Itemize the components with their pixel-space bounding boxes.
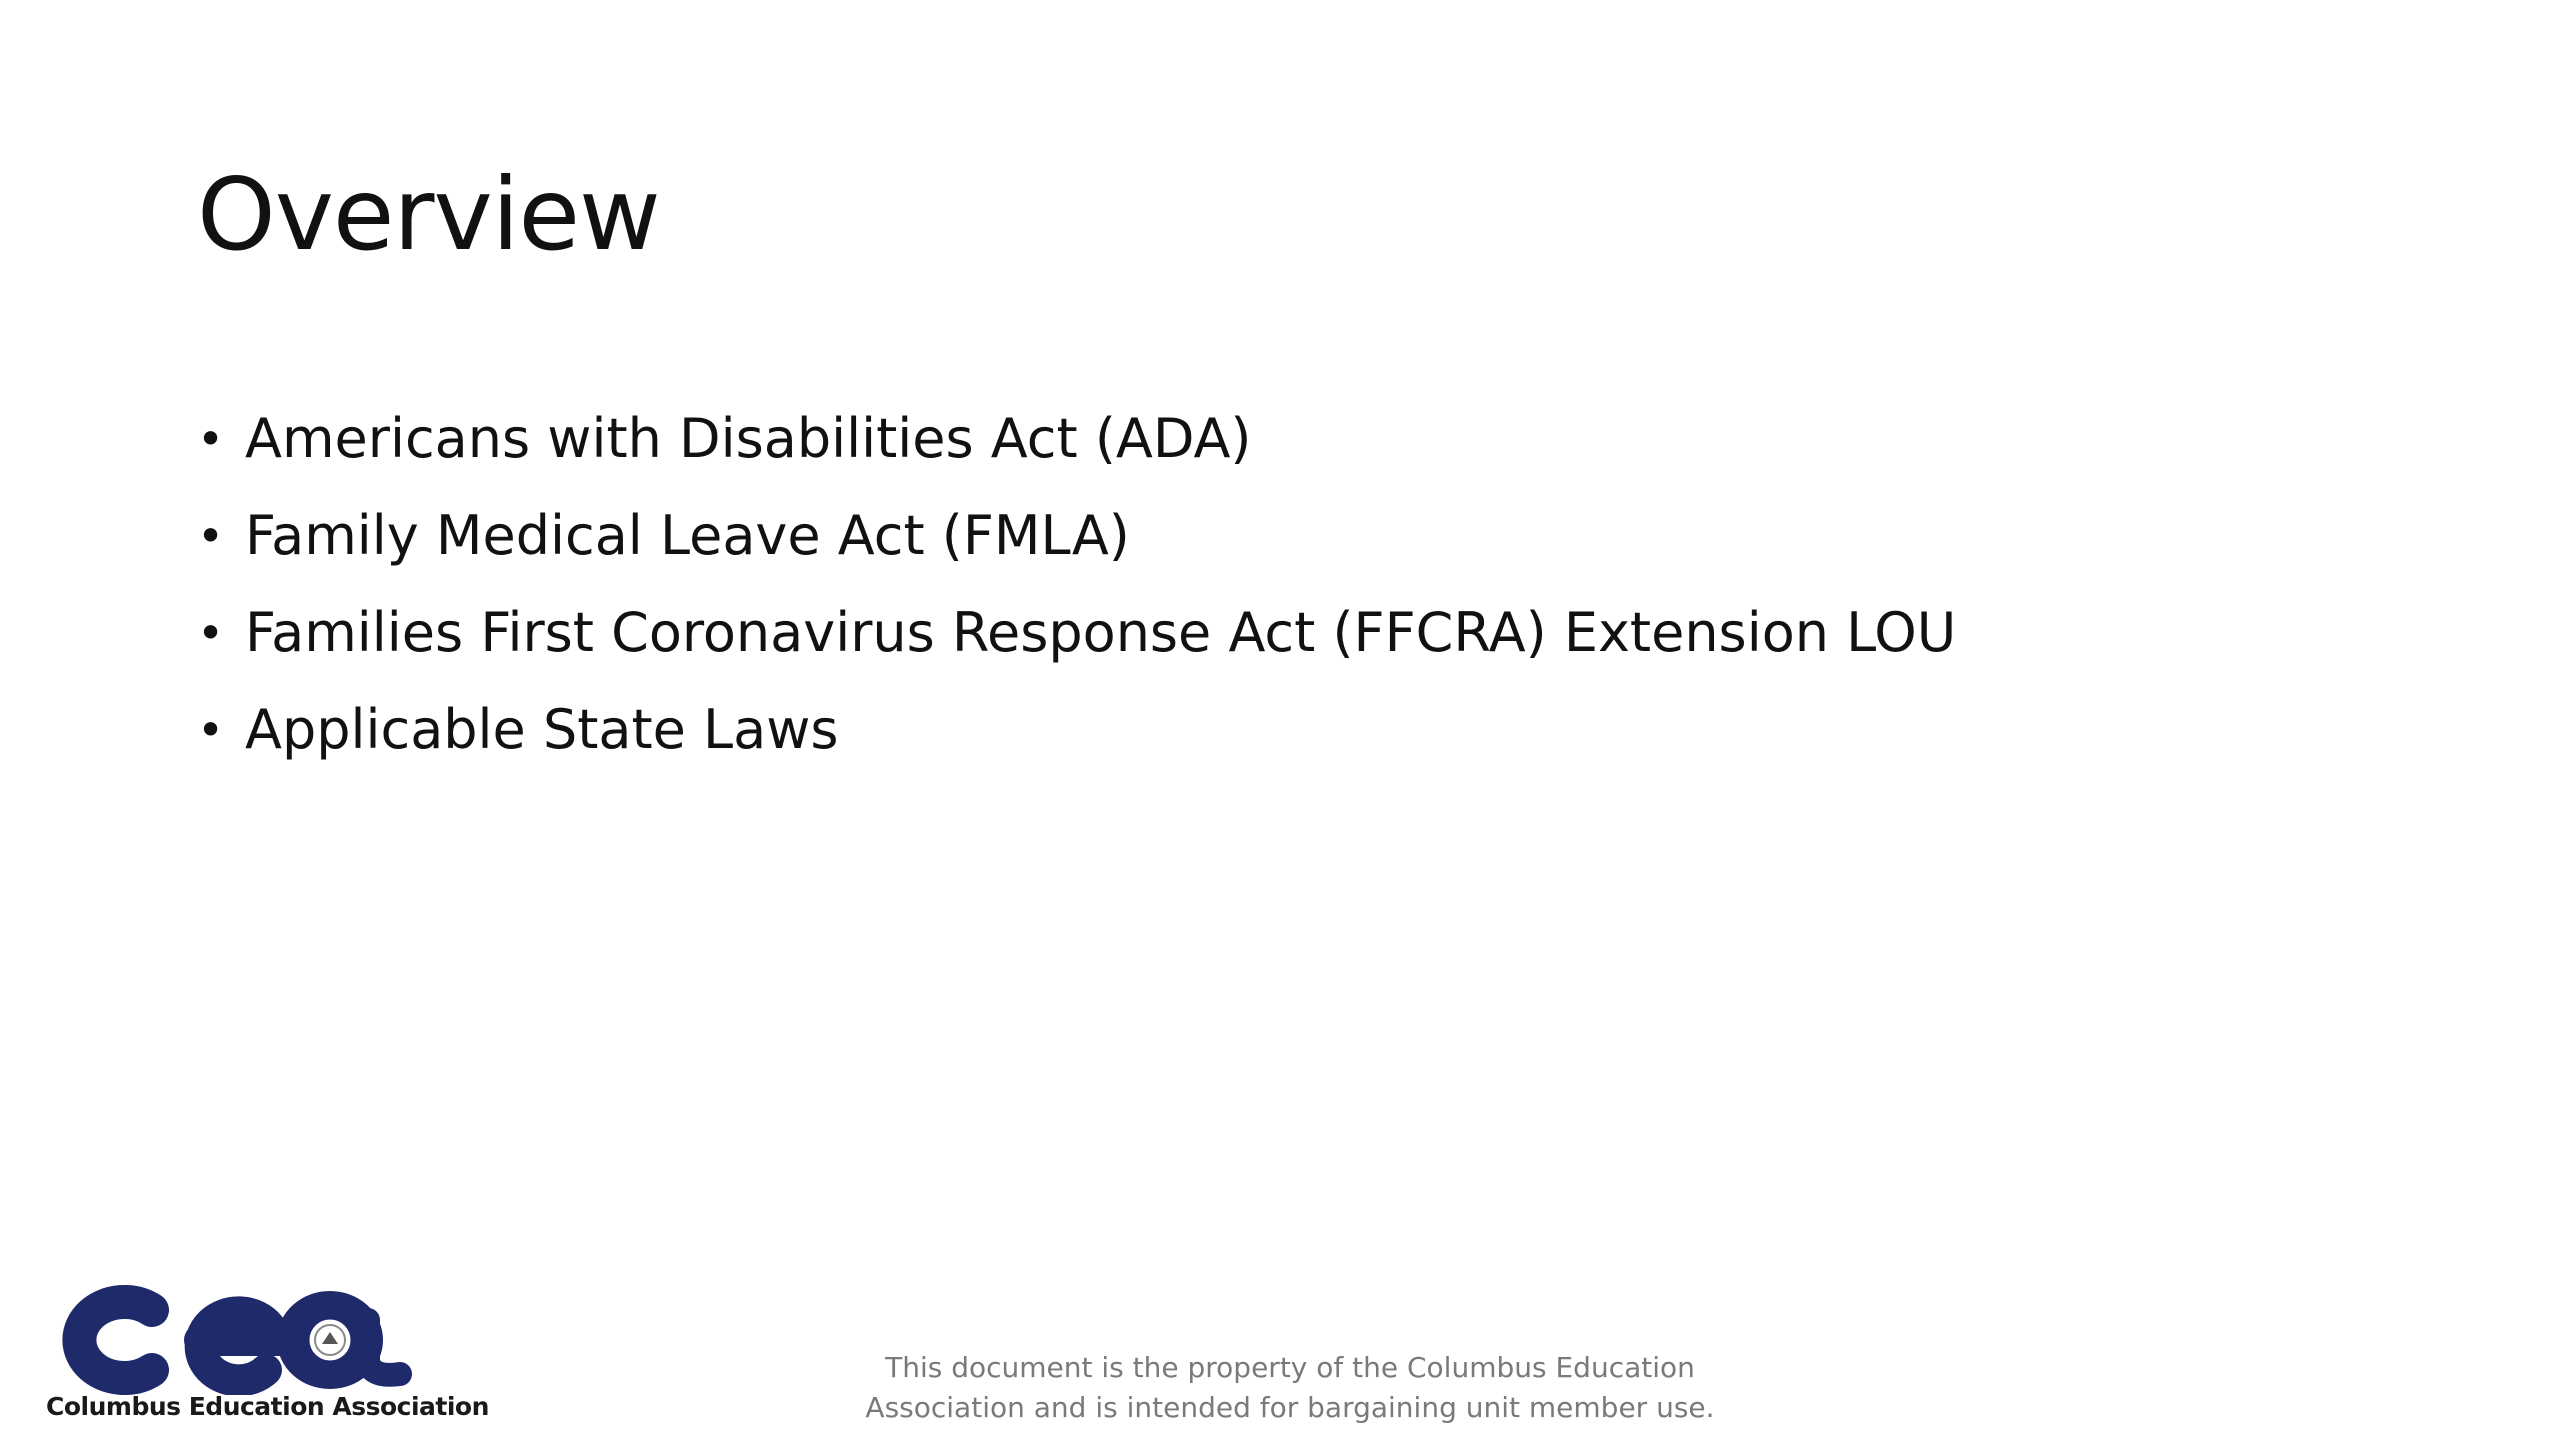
slide-title: Overview xyxy=(197,156,660,273)
footer-line-1: This document is the property of the Columbus Education xyxy=(885,1351,1695,1384)
bullet-item-fmla xyxy=(197,487,1956,584)
footer-line-2: Association and is intended for bargaining unit member use. xyxy=(865,1391,1715,1424)
bullet-list xyxy=(197,390,1956,778)
cea-logo-mark-icon xyxy=(40,1270,450,1395)
bullet-item-ffcra xyxy=(197,584,1956,681)
bullet-dot-icon: • xyxy=(197,605,225,660)
logo-caption: Columbus Education Association xyxy=(46,1392,489,1421)
bullet-item-ada xyxy=(197,390,1956,487)
bullet-label: Americans with Disabilities Act (ADA) xyxy=(245,407,1252,470)
bullet-dot-icon: • xyxy=(197,508,225,563)
bullet-item-state-laws xyxy=(197,681,1956,778)
bullet-dot-icon: • xyxy=(197,702,225,757)
bullet-label: Families First Coronavirus Response Act (FFCRA) Extension LOU xyxy=(245,601,1957,664)
bullet-label: Applicable State Laws xyxy=(245,698,839,761)
footer-disclaimer xyxy=(850,1348,1730,1428)
bullet-label: Family Medical Leave Act (FMLA) xyxy=(245,504,1130,567)
bullet-dot-icon: • xyxy=(197,411,225,466)
cea-logo xyxy=(40,1270,489,1430)
